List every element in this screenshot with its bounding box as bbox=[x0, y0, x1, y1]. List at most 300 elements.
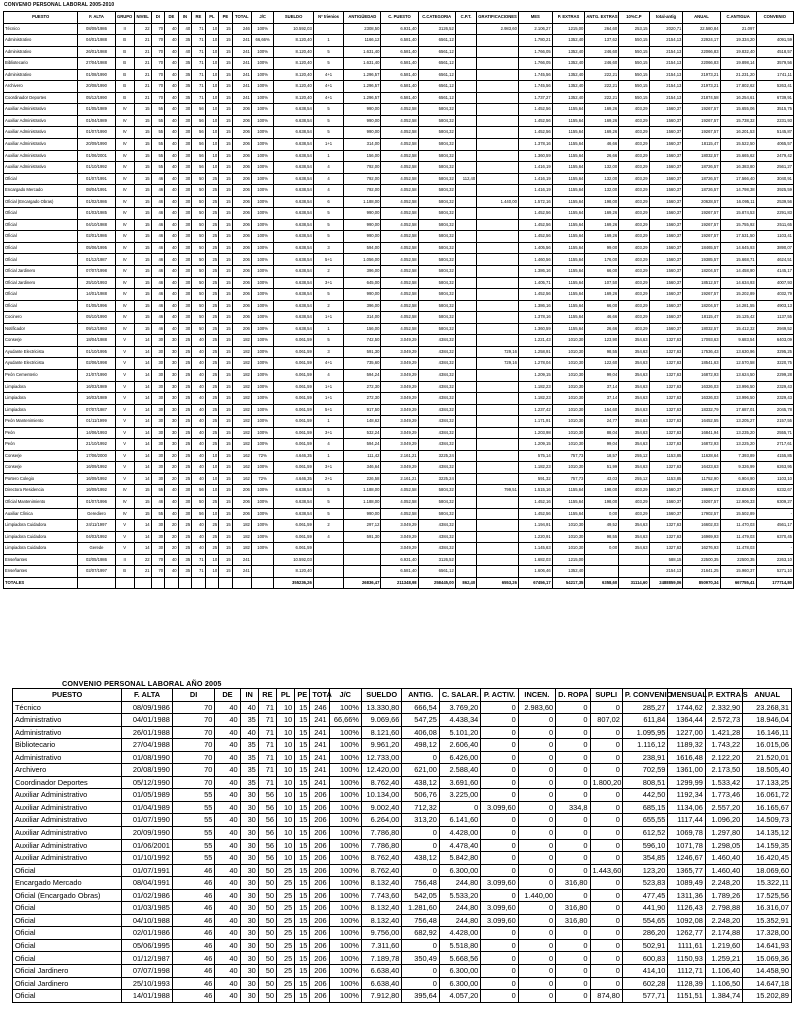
row-label: Notificador bbox=[4, 323, 78, 335]
table-cell: B bbox=[115, 46, 134, 58]
table-cell: 0 bbox=[590, 739, 622, 752]
table-cell: 314,00 bbox=[344, 312, 381, 324]
table-cell: 6.638,54 bbox=[274, 139, 313, 151]
table-cell: 56 bbox=[258, 839, 276, 852]
column-header: ANUAL bbox=[743, 689, 792, 702]
table-cell: 255,12 bbox=[619, 473, 649, 485]
table-cell: 8.121,60 bbox=[361, 726, 401, 739]
table-cell: 30 bbox=[165, 335, 179, 347]
table-cell bbox=[455, 58, 476, 70]
table-cell: 4+1 bbox=[313, 358, 343, 370]
table-cell: 55 bbox=[172, 839, 214, 852]
table-cell: 4384,32 bbox=[418, 543, 455, 555]
row-label: Auxiliar Administrativo bbox=[4, 104, 78, 116]
table-cell: 442,50 bbox=[622, 789, 668, 802]
table-cell: 10 bbox=[277, 726, 295, 739]
table-cell: 100% bbox=[251, 543, 274, 555]
table-cell: 24,77 bbox=[585, 416, 619, 428]
table-cell: 30 bbox=[178, 323, 192, 335]
table-cell: 2308,50 bbox=[344, 23, 381, 35]
table-cell: 206 bbox=[310, 952, 329, 965]
table-cell: 5804,32 bbox=[418, 162, 455, 174]
table-cell: 56 bbox=[258, 814, 276, 827]
table-cell: 26/01/1988 bbox=[122, 726, 173, 739]
table-cell: 15 bbox=[219, 450, 233, 462]
table-cell: 594,24 bbox=[344, 439, 381, 451]
table-cell: 4.052,58 bbox=[381, 185, 418, 197]
table-cell: 46 bbox=[151, 185, 165, 197]
table-cell: 550,15 bbox=[619, 92, 649, 104]
table-cell: 6358,60 bbox=[585, 577, 619, 589]
table-cell: 9.961,20 bbox=[361, 739, 401, 752]
table-cell: 100% bbox=[251, 150, 274, 162]
table-cell: 169,26 bbox=[585, 289, 619, 301]
table-cell: 0 bbox=[556, 939, 590, 952]
table-cell bbox=[455, 162, 476, 174]
table-cell: 438,12 bbox=[402, 776, 439, 789]
table-cell: 71 bbox=[258, 714, 276, 727]
table-cell: 70 bbox=[172, 701, 214, 714]
table-cell: 10 bbox=[205, 104, 219, 116]
table-cell: 0 bbox=[481, 776, 518, 789]
table-cell: 6.581,40 bbox=[381, 92, 418, 104]
column-header: 10%C.P bbox=[619, 12, 649, 24]
table-cell: 297,12 bbox=[344, 520, 381, 532]
table-cell: 1.386,16 bbox=[518, 300, 552, 312]
table-cell: 19267,57 bbox=[683, 208, 720, 220]
table-cell: 25 bbox=[205, 266, 219, 278]
table-row bbox=[4, 462, 794, 474]
table-cell: 285,27 bbox=[622, 701, 668, 714]
table-row bbox=[13, 839, 792, 852]
table-cell: 40 bbox=[215, 801, 240, 814]
table-cell: 15 bbox=[295, 864, 310, 877]
table-cell: 1.278,04 bbox=[518, 358, 552, 370]
table-cell: 1327,63 bbox=[649, 404, 683, 416]
table-cell bbox=[477, 81, 519, 93]
table-cell: 46 bbox=[151, 266, 165, 278]
table-cell: 1327,63 bbox=[649, 520, 683, 532]
column-header: PL bbox=[277, 689, 295, 702]
table-cell: 5 bbox=[313, 335, 343, 347]
table-cell: 15 bbox=[219, 35, 233, 47]
column-header: C.ANTIGUA bbox=[720, 12, 756, 24]
table-cell: 55 bbox=[151, 508, 165, 520]
table-cell: 71 bbox=[258, 776, 276, 789]
table-cell: 1010,30 bbox=[552, 335, 585, 347]
table-cell: 206 bbox=[310, 814, 329, 827]
table-cell: 25 bbox=[178, 381, 192, 393]
table-cell: 66,66% bbox=[329, 714, 361, 727]
salary-table-2005 bbox=[12, 688, 792, 1003]
table-cell: 54217,35 bbox=[552, 577, 585, 589]
table-cell: 602,28 bbox=[622, 977, 668, 990]
table-cell: 1.766,05 bbox=[518, 58, 552, 70]
table-cell bbox=[477, 393, 519, 405]
table-cell: 206 bbox=[232, 254, 251, 266]
table-cell: 1.171,91 bbox=[518, 416, 552, 428]
table-cell: 25 bbox=[277, 864, 295, 877]
table-cell: 403,29 bbox=[619, 208, 649, 220]
table-cell: 22.580,84 bbox=[683, 23, 720, 35]
table-cell: 2.248,20 bbox=[705, 877, 742, 890]
row-label: Coordinador Deportes bbox=[4, 92, 78, 104]
table-cell: 20 bbox=[165, 462, 179, 474]
table-cell: 5 bbox=[313, 127, 343, 139]
table-row bbox=[13, 939, 792, 952]
table-cell: 0,00 bbox=[585, 508, 619, 520]
column-header: IN bbox=[240, 689, 258, 702]
table-cell: 0 bbox=[481, 751, 518, 764]
table-cell: 16.420,45 bbox=[743, 852, 792, 865]
table-cell: 01/10/1995 bbox=[78, 346, 115, 358]
table-cell: 25 bbox=[178, 462, 192, 474]
table-cell: 6.638,54 bbox=[274, 196, 313, 208]
row-label: Oficial Jardinero bbox=[13, 965, 122, 978]
table-cell: 162 bbox=[232, 450, 251, 462]
table-cell: 15 bbox=[219, 173, 233, 185]
table-cell: 990,00 bbox=[344, 127, 381, 139]
table-row bbox=[13, 914, 792, 927]
table-cell: V bbox=[115, 346, 134, 358]
table-cell: 14.798,38 bbox=[720, 185, 756, 197]
table-cell: 206 bbox=[310, 965, 329, 978]
table-cell: 6.061,59 bbox=[274, 358, 313, 370]
table-cell: V bbox=[115, 462, 134, 474]
table-cell: 1.443,60 bbox=[590, 864, 622, 877]
table-cell: 6.061,59 bbox=[274, 381, 313, 393]
table-cell: 15 bbox=[295, 990, 310, 1003]
table-cell: 100% bbox=[329, 977, 361, 990]
table-cell: IV bbox=[115, 266, 134, 278]
table-cell: 15 bbox=[219, 346, 233, 358]
row-label: Conserje bbox=[4, 450, 78, 462]
table-cell: 50 bbox=[258, 864, 276, 877]
table-cell: 55 bbox=[172, 814, 214, 827]
table-cell: 6370,45 bbox=[756, 531, 793, 543]
table-cell: 4.052,58 bbox=[381, 266, 418, 278]
table-cell: 6.061,59 bbox=[274, 346, 313, 358]
table-cell: 1.106,50 bbox=[705, 977, 742, 990]
table-cell: 0 bbox=[402, 839, 439, 852]
table-cell: 6.638,54 bbox=[274, 219, 313, 231]
column-header: RE bbox=[258, 689, 276, 702]
table-cell: 71 bbox=[192, 46, 206, 58]
table-cell: 40 bbox=[192, 520, 206, 532]
table-cell: 241 bbox=[310, 764, 329, 777]
table-cell: 100% bbox=[251, 23, 274, 35]
table-cell: 4.052,58 bbox=[381, 312, 418, 324]
totals-row bbox=[4, 577, 794, 589]
row-label: Oficial bbox=[4, 242, 78, 254]
table-cell: 5804,32 bbox=[418, 139, 455, 151]
table-cell: 46 bbox=[172, 990, 214, 1003]
table-cell: 100% bbox=[251, 439, 274, 451]
table-cell: 25 bbox=[277, 952, 295, 965]
table-cell: 30 bbox=[178, 508, 192, 520]
table-cell bbox=[78, 577, 115, 589]
table-cell: 100% bbox=[251, 277, 274, 289]
table-cell: 70 bbox=[151, 35, 165, 47]
table-cell: 100% bbox=[251, 346, 274, 358]
table-cell: 4.646,35 bbox=[274, 450, 313, 462]
table-cell: 542,05 bbox=[402, 889, 439, 902]
table-cell: 55 bbox=[151, 127, 165, 139]
table-cell: 264,60 bbox=[585, 23, 619, 35]
table-cell: 50 bbox=[192, 277, 206, 289]
table-cell: 1.296,57 bbox=[344, 92, 381, 104]
table-cell bbox=[455, 242, 476, 254]
table-cell: 25 bbox=[205, 242, 219, 254]
table-cell: 0 bbox=[402, 827, 439, 840]
row-label: Auxiliar Administrativo bbox=[4, 127, 78, 139]
table-cell: 4384,32 bbox=[418, 416, 455, 428]
table-row bbox=[4, 104, 794, 116]
table-cell: 132,00 bbox=[585, 162, 619, 174]
table-cell bbox=[313, 554, 343, 566]
table-cell: 15 bbox=[219, 69, 233, 81]
table-cell: 30 bbox=[178, 312, 192, 324]
table-cell: 71 bbox=[192, 81, 206, 93]
table-cell: 40 bbox=[165, 196, 179, 208]
table-cell: 99,04 bbox=[585, 439, 619, 451]
table-cell: 354,63 bbox=[619, 543, 649, 555]
table-cell: 15.202,89 bbox=[720, 289, 756, 301]
table-cell: 6.638,54 bbox=[274, 162, 313, 174]
table-cell: 0 bbox=[590, 965, 622, 978]
table-cell: 1560,37 bbox=[649, 127, 683, 139]
table-cell: 30 bbox=[178, 277, 192, 289]
table-cell bbox=[477, 416, 519, 428]
table-cell: 12.906,33 bbox=[720, 496, 756, 508]
table-cell bbox=[477, 35, 519, 47]
table-cell: 403,29 bbox=[619, 173, 649, 185]
table-cell: 6.061,59 bbox=[274, 520, 313, 532]
table-cell: 17.566,40 bbox=[720, 173, 756, 185]
table-cell: 15 bbox=[295, 789, 310, 802]
table-cell: 742,50 bbox=[344, 335, 381, 347]
table-cell: 25 bbox=[205, 520, 219, 532]
table-cell: 37,14 bbox=[585, 393, 619, 405]
table-cell: 46 bbox=[172, 864, 214, 877]
row-label: Auxiliar Administrativo bbox=[13, 827, 122, 840]
table-cell: 100% bbox=[251, 427, 274, 439]
table-cell: 71 bbox=[192, 35, 206, 47]
table-cell: 70 bbox=[151, 566, 165, 578]
table-cell: IV bbox=[115, 104, 134, 116]
table-cell: 40 bbox=[215, 990, 240, 1003]
row-label: Auxiliar Administrativo bbox=[4, 150, 78, 162]
table-cell: 1262,77 bbox=[668, 927, 705, 940]
table-cell: 1117,44 bbox=[668, 814, 705, 827]
table-cell: 01/02/1986 bbox=[78, 196, 115, 208]
table-cell: 05/12/1990 bbox=[122, 776, 173, 789]
table-cell: 6561,12 bbox=[418, 58, 455, 70]
table-cell: 1327,63 bbox=[649, 439, 683, 451]
table-cell: 30 bbox=[165, 358, 179, 370]
table-cell: 5804,32 bbox=[418, 277, 455, 289]
table-cell: 15 bbox=[295, 739, 310, 752]
table-cell: 0 bbox=[590, 701, 622, 714]
table-cell: 241 bbox=[310, 739, 329, 752]
table-cell: 40 bbox=[165, 496, 179, 508]
table-cell: 1327,63 bbox=[649, 427, 683, 439]
table-cell: 1.188,00 bbox=[344, 485, 381, 497]
row-label: Conserje bbox=[4, 335, 78, 347]
table-cell: 2488859,06 bbox=[649, 577, 683, 589]
table-cell: 3.225,00 bbox=[439, 789, 480, 802]
table-cell: 3.049,29 bbox=[381, 427, 418, 439]
table-cell: 10 bbox=[277, 739, 295, 752]
table-cell bbox=[455, 358, 476, 370]
table-cell: 25 bbox=[178, 416, 192, 428]
table-cell: 30 bbox=[151, 393, 165, 405]
table-cell: 01/08/1990 bbox=[122, 751, 173, 764]
table-cell: 1.297,80 bbox=[705, 827, 742, 840]
table-cell: 10 bbox=[205, 462, 219, 474]
table-cell: 1560,37 bbox=[649, 115, 683, 127]
table-cell: 16/03/1989 bbox=[78, 381, 115, 393]
table-cell: 14 bbox=[134, 404, 151, 416]
table-cell: 0 bbox=[518, 739, 555, 752]
table-cell: 21 bbox=[134, 69, 151, 81]
table-cell: 241 bbox=[310, 751, 329, 764]
table-cell: 15 bbox=[219, 208, 233, 220]
table-cell: 25 bbox=[178, 450, 192, 462]
table-cell: 30 bbox=[240, 990, 258, 1003]
table-cell: 655,55 bbox=[622, 814, 668, 827]
table-cell: 40 bbox=[165, 231, 179, 243]
table-row bbox=[4, 185, 794, 197]
table-cell bbox=[455, 450, 476, 462]
table-cell: 403,29 bbox=[619, 127, 649, 139]
table-cell: 20/08/1990 bbox=[78, 81, 115, 93]
table-cell: 1.182,23 bbox=[518, 381, 552, 393]
table-cell bbox=[477, 508, 519, 520]
table-cell: V bbox=[115, 450, 134, 462]
row-label: Oficial bbox=[4, 173, 78, 185]
table-cell: 15.738,32 bbox=[720, 115, 756, 127]
table-cell: 498,12 bbox=[402, 739, 439, 752]
column-header: DE bbox=[215, 689, 240, 702]
table-cell: 4007,93 bbox=[756, 277, 793, 289]
table-cell: 1744,62 bbox=[668, 701, 705, 714]
row-label: Oficial bbox=[13, 864, 122, 877]
row-label: Administrativo bbox=[4, 69, 78, 81]
table-cell: 1155,64 bbox=[552, 208, 585, 220]
table-cell: 30 bbox=[240, 914, 258, 927]
table-cell bbox=[455, 473, 476, 485]
table-cell: 40 bbox=[192, 393, 206, 405]
row-label: Administrativo bbox=[13, 726, 122, 739]
table-cell: 1.745,56 bbox=[518, 69, 552, 81]
table-cell: 40 bbox=[192, 346, 206, 358]
table-cell: 6561,12 bbox=[418, 92, 455, 104]
table-cell: 1.631,40 bbox=[344, 46, 381, 58]
table-cell: 0 bbox=[518, 877, 555, 890]
table-cell: 550,15 bbox=[619, 69, 649, 81]
table-cell: 100% bbox=[329, 801, 361, 814]
row-label: Limpiadora Cuidadora bbox=[4, 543, 78, 555]
row-label: Coordinador Deportes bbox=[13, 776, 122, 789]
table-cell: 182 bbox=[232, 439, 251, 451]
table-cell: 15 bbox=[295, 714, 310, 727]
table-cell: 15 bbox=[219, 289, 233, 301]
table-cell: 50 bbox=[258, 977, 276, 990]
table-cell: 70 bbox=[151, 58, 165, 70]
table-cell: 206 bbox=[310, 864, 329, 877]
table-cell: 25 bbox=[178, 543, 192, 555]
column-header: ANUAL bbox=[683, 12, 720, 24]
table-cell: 20/09/1990 bbox=[78, 139, 115, 151]
table-cell bbox=[477, 473, 519, 485]
table-cell: 272,30 bbox=[344, 393, 381, 405]
table-cell bbox=[477, 323, 519, 335]
table-cell: 16326,03 bbox=[683, 393, 720, 405]
table-cell: 08/04/1991 bbox=[122, 877, 173, 890]
table-row bbox=[13, 990, 792, 1003]
table-cell: 162 bbox=[232, 473, 251, 485]
table-cell: 3.049,29 bbox=[381, 531, 418, 543]
table-cell: 1010,30 bbox=[552, 381, 585, 393]
table-cell: 206 bbox=[310, 801, 329, 814]
table-cell: 403,29 bbox=[619, 300, 649, 312]
table-cell: 6561,12 bbox=[418, 81, 455, 93]
table-cell: 1327,63 bbox=[649, 462, 683, 474]
table-cell: 15 bbox=[295, 914, 310, 927]
table-cell: 15 bbox=[134, 231, 151, 243]
table-cell: 169,26 bbox=[585, 231, 619, 243]
table-cell: 25 bbox=[178, 531, 192, 543]
table-cell: 523,83 bbox=[622, 877, 668, 890]
table-cell: 4384,32 bbox=[418, 531, 455, 543]
table-cell: 0 bbox=[590, 914, 622, 927]
table-cell bbox=[477, 150, 519, 162]
table-cell: 30 bbox=[151, 473, 165, 485]
table-cell: 13.996,50 bbox=[720, 381, 756, 393]
table-cell: 25 bbox=[205, 358, 219, 370]
table-cell: 56 bbox=[258, 827, 276, 840]
table-cell: 30 bbox=[151, 369, 165, 381]
table-cell: 46 bbox=[172, 939, 214, 952]
table-cell: 182 bbox=[232, 427, 251, 439]
row-label: Enseñantes bbox=[4, 566, 78, 578]
table-cell: 1.378,16 bbox=[518, 312, 552, 324]
table-cell: 40 bbox=[215, 726, 240, 739]
table-cell: 30 bbox=[165, 346, 179, 358]
table-cell: 4.052,58 bbox=[381, 173, 418, 185]
table-cell: IV bbox=[115, 115, 134, 127]
table-cell: 123,20 bbox=[622, 864, 668, 877]
table-cell: 6.638,54 bbox=[274, 289, 313, 301]
table-cell: 0 bbox=[518, 801, 555, 814]
table-cell: 14.458,90 bbox=[743, 965, 792, 978]
row-label: Oficial bbox=[13, 952, 122, 965]
table-cell: 46 bbox=[151, 242, 165, 254]
table-cell bbox=[455, 219, 476, 231]
table-cell: 01/03/1985 bbox=[78, 208, 115, 220]
table-cell: 6.638,54 bbox=[274, 254, 313, 266]
table-cell: 0 bbox=[518, 952, 555, 965]
table-row bbox=[4, 335, 794, 347]
table-cell: 56 bbox=[192, 139, 206, 151]
table-cell: 1.452,56 bbox=[518, 289, 552, 301]
table-cell: 206 bbox=[232, 208, 251, 220]
table-cell: 40 bbox=[215, 914, 240, 927]
table-cell: 30 bbox=[240, 801, 258, 814]
table-cell: 1010,30 bbox=[552, 369, 585, 381]
table-cell: 206 bbox=[310, 902, 329, 915]
